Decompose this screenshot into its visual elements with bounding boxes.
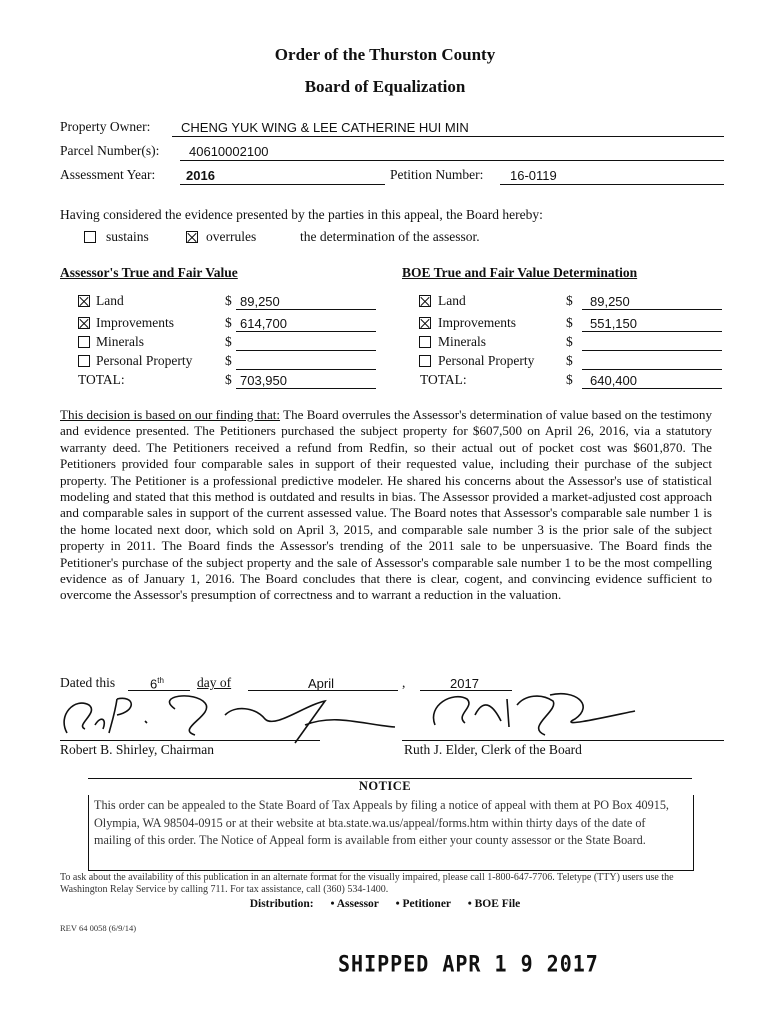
assessor-currency-sign: $ <box>225 334 232 349</box>
document-title: Order of the Thurston County <box>274 45 496 64</box>
boe-header: BOE True and Fair Value Determination <box>402 265 638 280</box>
assessment-year-label: Assessment Year: <box>60 167 156 182</box>
boe-total-currency-sign: $ <box>566 372 573 387</box>
dated-day-of: day of <box>197 675 232 690</box>
boe-currency-sign: $ <box>566 293 573 308</box>
accessibility-note: To ask about the availability of this publication in an alternate format for the visually impaired, please call 1-800-647-7706. Teletype (TTY) users use the Washington Relay Service by calling 711. For tax assistance, call (360) 534-1400. <box>60 872 674 895</box>
assessor-total-value: 703,950 <box>240 373 287 388</box>
boe-personal-property-checkbox[interactable] <box>419 355 431 367</box>
decision-tail: the determination of the assessor. <box>300 229 480 244</box>
overrules-checkbox[interactable] <box>186 231 198 243</box>
boe-currency-sign: $ <box>566 334 573 349</box>
assessor-total-label: TOTAL: <box>78 372 125 387</box>
dated-day: 6th <box>150 676 164 692</box>
notice-body: This order can be appealed to the State Board of Tax Appeals by filing a notice of appeal with them at PO Box 40915, Olympia, WA 98504-0915 or at their website at bta.state.wa.us/appeal/forms.htm within thirty days of the date of mailing of this order. The Notice of Appeal form is available from either your county assessor or the State Board. <box>94 798 669 847</box>
property-owner-label: Property Owner: <box>60 119 151 134</box>
finding-paragraph <box>60 407 712 604</box>
distribution-label: Distribution: <box>249 898 314 910</box>
parcel-value: 40610002100 <box>189 144 269 159</box>
assessor-improvements-checkbox[interactable] <box>78 317 90 329</box>
assessor-currency-sign: $ <box>225 293 232 308</box>
distribution-item-petitioner: • Petitioner <box>395 898 451 910</box>
petition-number-value: 16-0119 <box>510 168 557 183</box>
dated-label: Dated this <box>60 675 116 690</box>
property-owner-value: CHENG YUK WING & LEE CATHERINE HUI MIN <box>181 120 469 135</box>
boe-total-value: 640,400 <box>590 373 637 388</box>
boe-total-label: TOTAL: <box>420 372 467 387</box>
dated-month: April <box>308 676 335 691</box>
assessor-improvements-value: 614,700 <box>240 316 287 331</box>
notice-title: NOTICE <box>358 779 412 793</box>
assessor-land-checkbox[interactable] <box>78 295 90 307</box>
assessor-currency-sign: $ <box>225 315 232 330</box>
assessment-year-value: 2016 <box>186 168 215 183</box>
chairman-signature-label: Robert B. Shirley, Chairman <box>60 742 214 757</box>
assessor-land-label: Land <box>96 293 124 308</box>
finding-body: The Board overrules the Assessor's determination of value based on the testimony and evidence presented. The Petitioners purchased the subject property for $607,500 on April 26, 2016, via a statutory warranty deed. The Petitioners received a refund from Redfin, so their actual out of pocket cost was $601,870. The Petitioners provided four comparable sales in support of their requested value, including their purchase of the subject property. The Petitioner is a professional predictive modeler. He shared his concerns about the Assessor's use of statistical modeling and stated that this method is outdated and results in bias. The Assessor provided a market-adjusted cost approach and comparable sales in support of the current assessed value. The Board notes that Assessor's comparable sale number 1 is the home located next door, which sold on April 3, 2015, and comparable sale number 3 is the prior sale of the subject property in 2011. The Board finds the Assessor's trending of the 2011 sale to be unpersuasive. The Board finds the Petitioner's purchase of the subject property and the sale of Assessor's comparable sale number 1 to be the most compelling evidence as of January 1, 2016. The Board concludes that there is clear, cogent, and convincing evidence sufficient to overcome the Assessor's presumption of correctness and to warrant a reduction in the valuation. <box>60 407 712 603</box>
decision-intro: Having considered the evidence presented by the parties in this appeal, the Board hereby: <box>60 207 543 222</box>
sustains-checkbox[interactable] <box>84 231 96 243</box>
boe-land-label: Land <box>438 293 466 308</box>
assessor-minerals-checkbox[interactable] <box>78 336 90 348</box>
shipped-stamp: SHIPPED APR 1 9 2017 <box>338 950 599 978</box>
overrules-label: overrules <box>206 229 257 244</box>
boe-land-checkbox[interactable] <box>419 295 431 307</box>
assessor-personal-property-label: Personal Property <box>96 353 193 368</box>
assessor-total-currency-sign: $ <box>225 372 232 387</box>
assessor-personal-property-checkbox[interactable] <box>78 355 90 367</box>
assessor-land-value: 89,250 <box>240 294 280 309</box>
boe-currency-sign: $ <box>566 315 573 330</box>
dated-comma: , <box>402 675 406 690</box>
boe-minerals-label: Minerals <box>438 334 486 349</box>
boe-improvements-label: Improvements <box>438 315 516 330</box>
boe-personal-property-label: Personal Property <box>438 353 535 368</box>
assessor-header: Assessor's True and Fair Value <box>60 265 238 280</box>
sustains-label: sustains <box>106 229 149 244</box>
document-subtitle: Board of Equalization <box>304 77 466 96</box>
distribution-line <box>0 898 770 910</box>
signature-marks <box>55 685 735 745</box>
assessor-currency-sign: $ <box>225 353 232 368</box>
clerk-signature-label: Ruth J. Elder, Clerk of the Board <box>404 742 582 757</box>
distribution-item-assessor: • Assessor <box>330 898 379 910</box>
boe-improvements-checkbox[interactable] <box>419 317 431 329</box>
distribution-item-boe-file: • BOE File <box>467 898 521 910</box>
boe-land-value: 89,250 <box>590 294 630 309</box>
assessor-minerals-label: Minerals <box>96 334 144 349</box>
petition-number-label: Petition Number: <box>390 167 484 182</box>
boe-minerals-checkbox[interactable] <box>419 336 431 348</box>
assessor-improvements-label: Improvements <box>96 315 174 330</box>
dated-year: 2017 <box>450 676 479 691</box>
form-id: REV 64 0058 (6/9/14) <box>60 923 137 933</box>
parcel-label: Parcel Number(s): <box>60 143 160 158</box>
boe-improvements-value: 551,150 <box>590 316 637 331</box>
boe-currency-sign: $ <box>566 353 573 368</box>
finding-lead: This decision is based on our finding that: <box>60 407 281 422</box>
